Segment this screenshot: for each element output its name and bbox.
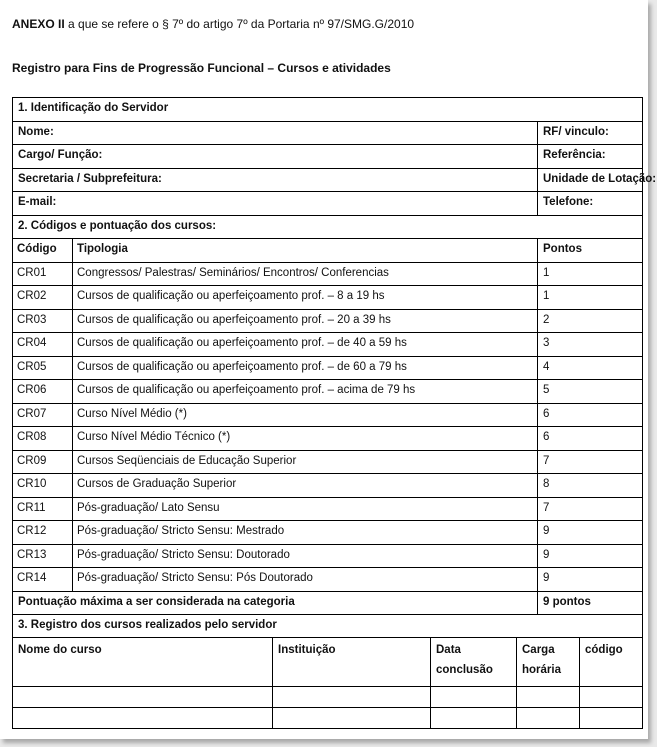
- max-points-label: Pontuação máxima a ser considerada na categoria: [13, 591, 538, 615]
- course-code: CR04: [13, 333, 73, 357]
- courses-register-table: [12, 637, 643, 729]
- field-telefone[interactable]: Telefone:: [538, 192, 643, 216]
- register-blank-row: [13, 687, 643, 708]
- blank-cell-data[interactable]: [431, 708, 517, 729]
- identification-row: [13, 168, 643, 192]
- course-points: 3: [538, 333, 643, 357]
- course-code: CR11: [13, 497, 73, 521]
- field-secretaria[interactable]: Secretaria / Subprefeitura:: [13, 168, 538, 192]
- course-points: 1: [538, 262, 643, 286]
- course-type: Cursos de qualificação ou aperfeiçoamento prof. – 8 a 19 hs: [73, 286, 538, 310]
- blank-cell-nome[interactable]: [13, 708, 273, 729]
- register-blank-row: [13, 708, 643, 729]
- course-code: CR02: [13, 286, 73, 310]
- course-points: 9: [538, 544, 643, 568]
- course-code: CR14: [13, 568, 73, 592]
- course-points: 1: [538, 286, 643, 310]
- column-header-data-line2: conclusão: [436, 664, 493, 676]
- course-code: CR03: [13, 309, 73, 333]
- blank-cell-nome[interactable]: [13, 687, 273, 708]
- table-row: [13, 333, 643, 357]
- course-points: 5: [538, 380, 643, 404]
- table-row: [13, 521, 643, 545]
- course-type: Cursos de qualificação ou aperfeiçoamento prof. – acima de 79 hs: [73, 380, 538, 404]
- column-header-nome-curso: Nome do curso: [13, 638, 273, 687]
- table-row: [13, 497, 643, 521]
- course-code: CR13: [13, 544, 73, 568]
- blank-cell-carga[interactable]: [517, 687, 580, 708]
- course-type: Congressos/ Palestras/ Seminários/ Encontros/ Conferencias: [73, 262, 538, 286]
- column-header-data-conclusao: [431, 638, 517, 687]
- field-nome[interactable]: Nome:: [13, 121, 538, 145]
- course-type: Pós-graduação/ Stricto Sensu: Doutorado: [73, 544, 538, 568]
- column-header-tipologia: Tipologia: [73, 239, 538, 263]
- column-header-instituicao: Instituição: [273, 638, 431, 687]
- column-header-carga-line2: horária: [522, 664, 561, 676]
- table-row: [13, 450, 643, 474]
- course-points: 2: [538, 309, 643, 333]
- course-points: 6: [538, 427, 643, 451]
- table-row: [13, 286, 643, 310]
- course-code: CR08: [13, 427, 73, 451]
- course-code: CR05: [13, 356, 73, 380]
- blank-cell-instituicao[interactable]: [273, 708, 431, 729]
- course-points: 6: [538, 403, 643, 427]
- course-code: CR06: [13, 380, 73, 404]
- section-2-title: 2. Códigos e pontuação dos cursos:: [13, 215, 643, 239]
- field-rf-vinculo[interactable]: RF/ vinculo:: [538, 121, 643, 145]
- blank-cell-instituicao[interactable]: [273, 687, 431, 708]
- course-points: 7: [538, 450, 643, 474]
- field-referencia[interactable]: Referência:: [538, 145, 643, 169]
- course-code: CR09: [13, 450, 73, 474]
- register-header-row: [13, 638, 643, 687]
- course-points: 7: [538, 497, 643, 521]
- blank-cell-data[interactable]: [431, 687, 517, 708]
- table-row: [13, 403, 643, 427]
- table-row: [13, 262, 643, 286]
- course-type: Curso Nível Médio Técnico (*): [73, 427, 538, 451]
- course-type: Cursos de Graduação Superior: [73, 474, 538, 498]
- max-points-value: 9 pontos: [538, 591, 643, 615]
- annex-label: ANEXO II: [12, 17, 65, 31]
- identification-row: [13, 121, 643, 145]
- course-type: Cursos de qualificação ou aperfeiçoamento prof. – 20 a 39 hs: [73, 309, 538, 333]
- column-header-carga-horaria: [517, 638, 580, 687]
- column-header-carga-line1: Carga: [522, 644, 555, 656]
- table-row: [13, 309, 643, 333]
- section-1-title: 1. Identificação do Servidor: [13, 98, 643, 122]
- registration-form-table: [12, 97, 657, 638]
- course-type: Cursos de qualificação ou aperfeiçoamento prof. – de 40 a 59 hs: [73, 333, 538, 357]
- table-row: [13, 474, 643, 498]
- course-points: 9: [538, 521, 643, 545]
- column-header-codigo: Código: [13, 239, 73, 263]
- identification-row: [13, 192, 643, 216]
- document-subtitle: Registro para Fins de Progressão Funcional – Cursos e atividades: [12, 61, 391, 75]
- blank-cell-codigo[interactable]: [580, 708, 643, 729]
- annex-heading: [12, 17, 414, 31]
- table-row: [13, 380, 643, 404]
- course-points: 4: [538, 356, 643, 380]
- course-type: Pós-graduação/ Lato Sensu: [73, 497, 538, 521]
- section-3-title: 3. Registro dos cursos realizados pelo servidor: [13, 615, 643, 638]
- course-points: 8: [538, 474, 643, 498]
- column-header-codigo-curso: código: [580, 638, 643, 687]
- column-header-pontos: Pontos: [538, 239, 643, 263]
- course-codes-header: [13, 239, 643, 263]
- table-row: [13, 568, 643, 592]
- course-type: Pós-graduação/ Stricto Sensu: Mestrado: [73, 521, 538, 545]
- course-code: CR12: [13, 521, 73, 545]
- course-code: CR10: [13, 474, 73, 498]
- field-cargo-funcao[interactable]: Cargo/ Função:: [13, 145, 538, 169]
- course-points: 9: [538, 568, 643, 592]
- field-email[interactable]: E-mail:: [13, 192, 538, 216]
- course-type: Cursos Seqüenciais de Educação Superior: [73, 450, 538, 474]
- blank-cell-carga[interactable]: [517, 708, 580, 729]
- table-row: [13, 356, 643, 380]
- blank-cell-codigo[interactable]: [580, 687, 643, 708]
- table-row: [13, 427, 643, 451]
- table-row: [13, 544, 643, 568]
- identification-row: [13, 145, 643, 169]
- field-unidade-lotacao[interactable]: Unidade de Lotação:: [538, 168, 643, 192]
- course-type: Pós-graduação/ Stricto Sensu: Pós Doutorado: [73, 568, 538, 592]
- course-type: Curso Nível Médio (*): [73, 403, 538, 427]
- max-points-row: [13, 591, 643, 615]
- course-type: Cursos de qualificação ou aperfeiçoamento prof. – de 60 a 79 hs: [73, 356, 538, 380]
- annex-reference: a que se refere o § 7º do artigo 7º da Portaria nº 97/SMG.G/2010: [64, 17, 415, 31]
- course-code: CR07: [13, 403, 73, 427]
- course-code: CR01: [13, 262, 73, 286]
- column-header-data-line1: Data: [436, 644, 461, 656]
